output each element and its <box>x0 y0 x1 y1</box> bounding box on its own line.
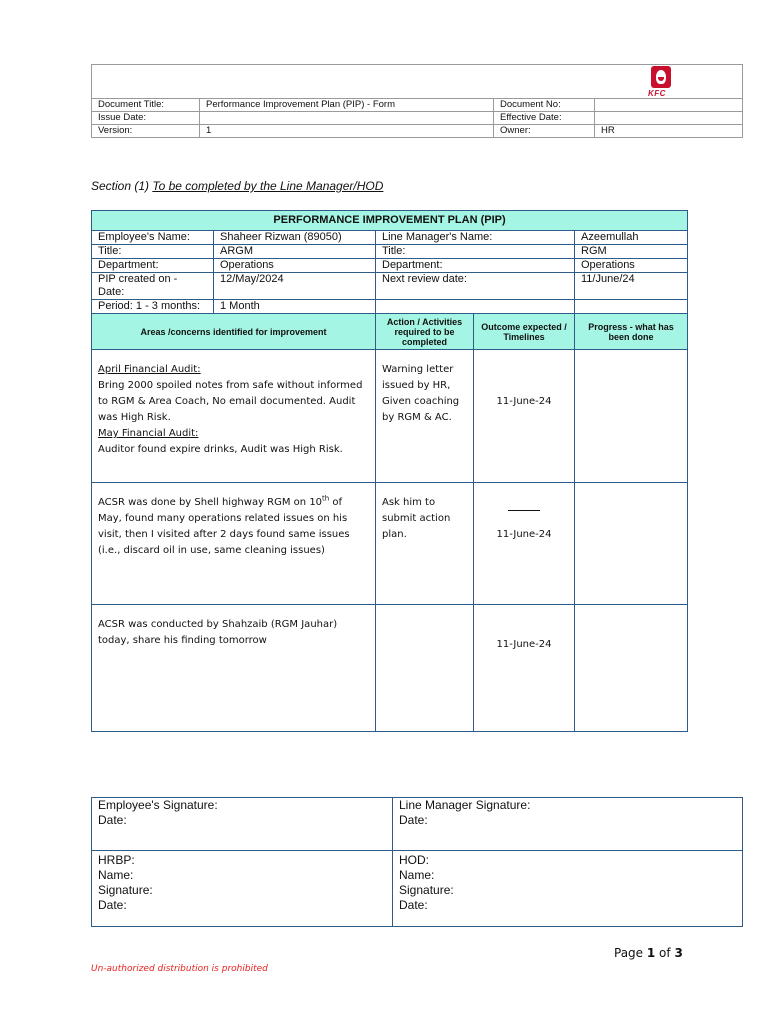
hrbp-signature-label: Signature: <box>98 883 153 897</box>
timeline-2-text: 11-June-24 <box>496 529 552 540</box>
department-value: Operations <box>214 259 376 273</box>
employee-signature-cell <box>92 798 393 851</box>
column-header-outcome: Outcome expected / Timelines <box>474 314 575 350</box>
issue-date-label: Issue Date: <box>92 112 200 125</box>
kfc-logo-text: KFC <box>648 89 666 98</box>
action-cell-1: Warning letter issued by HR, Given coaching by RGM & AC. <box>376 350 474 483</box>
area-cell-1 <box>92 350 376 483</box>
column-header-action: Action / Activities required to be completed <box>376 314 474 350</box>
section-text: To be completed by the Line Manager/HOD <box>152 179 384 193</box>
owner-label: Owner: <box>494 125 595 138</box>
hrbp-name-label: Name: <box>98 868 134 882</box>
area-2-part2: of May, found many operations related issues on his visit, then I visited after 2 days found same issues (i.e., discard oil in use, same cleaning issues) <box>98 497 350 556</box>
april-audit-heading: April Financial Audit: <box>98 364 201 375</box>
action-cell-2: Ask him to submit action plan. <box>376 483 474 605</box>
hrbp-cell <box>92 851 393 927</box>
colonel-icon <box>651 66 671 88</box>
period-empty-cell-2 <box>575 300 688 314</box>
hod-name-label: Name: <box>399 868 435 882</box>
area-cell-3: ACSR was conducted by Shahzaib (RGM Jauhar) today, share his finding tomorrow <box>92 605 376 732</box>
progress-cell-3 <box>575 605 688 732</box>
period-label: Period: 1 - 3 months: <box>92 300 214 314</box>
column-header-areas: Areas /concerns identified for improvement <box>92 314 376 350</box>
may-audit-text: Auditor found expire drinks, Audit was High Risk. <box>98 444 343 455</box>
lm-department-label: Department: <box>376 259 575 273</box>
may-audit-heading: May Financial Audit: <box>98 428 199 439</box>
lm-signature-label: Line Manager Signature: <box>399 798 531 812</box>
timeline-cell-1: 11-June-24 <box>474 350 575 483</box>
period-value: 1 Month <box>214 300 376 314</box>
signature-table <box>91 797 743 927</box>
pip-table <box>91 210 688 732</box>
hrbp-date-label: Date: <box>98 898 127 912</box>
hod-date-label: Date: <box>399 898 428 912</box>
progress-cell-1 <box>575 350 688 483</box>
title-label: Title: <box>92 245 214 259</box>
section-prefix: Section (1) <box>91 179 153 193</box>
employee-date-label: Date: <box>98 813 127 827</box>
document-title-label: Document Title: <box>92 99 200 112</box>
department-label: Department: <box>92 259 214 273</box>
hod-signature-label: Signature: <box>399 883 454 897</box>
lm-date-label: Date: <box>399 813 428 827</box>
pip-created-label-line2: Date: <box>98 286 125 298</box>
area-2-superscript: th <box>322 494 330 503</box>
blank-line <box>508 510 540 511</box>
pip-created-value: 12/May/2024 <box>214 273 376 300</box>
hod-cell <box>393 851 743 927</box>
page-of: of <box>655 946 675 960</box>
april-audit-text: Bring 2000 spoiled notes from safe without informed to RGM & Area Coach, No email documented. Audit was High Risk. <box>98 380 363 423</box>
effective-date-value <box>595 112 743 125</box>
section-heading <box>91 179 383 193</box>
document-no-label: Document No: <box>494 99 595 112</box>
lm-department-value: Operations <box>575 259 688 273</box>
employee-name-value: Shaheer Rizwan (89050) <box>214 231 376 245</box>
timeline-cell-2 <box>474 483 575 605</box>
kfc-logo <box>646 66 676 98</box>
column-header-progress: Progress - what has been done <box>575 314 688 350</box>
effective-date-label: Effective Date: <box>494 112 595 125</box>
document-no-value <box>595 99 743 112</box>
issue-date-value <box>200 112 494 125</box>
lm-title-value: RGM <box>575 245 688 259</box>
progress-cell-2 <box>575 483 688 605</box>
lm-signature-cell <box>393 798 743 851</box>
version-label: Version: <box>92 125 200 138</box>
document-title-value: Performance Improvement Plan (PIP) - Form <box>200 99 494 112</box>
page-prefix: Page <box>614 946 647 960</box>
employee-name-label: Employee's Name: <box>92 231 214 245</box>
next-review-value: 11/June/24 <box>575 273 688 300</box>
area-2-part1: ACSR was done by Shell highway RGM on 10 <box>98 497 323 508</box>
line-manager-name-value: Azeemullah <box>575 231 688 245</box>
line-manager-name-label: Line Manager's Name: <box>376 231 575 245</box>
pip-title: PERFORMANCE IMPROVEMENT PLAN (PIP) <box>92 211 688 231</box>
distribution-notice: Un-authorized distribution is prohibited <box>91 964 268 974</box>
employee-signature-label: Employee's Signature: <box>98 798 218 812</box>
page-current: 1 <box>646 946 656 960</box>
title-value: ARGM <box>214 245 376 259</box>
hrbp-label: HRBP: <box>98 853 135 867</box>
owner-value: HR <box>595 125 743 138</box>
area-cell-2 <box>92 483 376 605</box>
next-review-label: Next review date: <box>376 273 575 300</box>
hod-label: HOD: <box>399 853 429 867</box>
document-header-table <box>91 64 743 138</box>
pip-created-label <box>92 273 214 300</box>
timeline-cell-3: 11-June-24 <box>474 605 575 732</box>
page-total: 3 <box>674 946 683 960</box>
action-cell-3 <box>376 605 474 732</box>
pip-created-label-line1: PIP created on - <box>98 273 178 285</box>
logo-cell <box>92 65 743 99</box>
version-value: 1 <box>200 125 494 138</box>
page-number <box>614 946 683 960</box>
lm-title-label: Title: <box>376 245 575 259</box>
period-empty-cell <box>376 300 575 314</box>
